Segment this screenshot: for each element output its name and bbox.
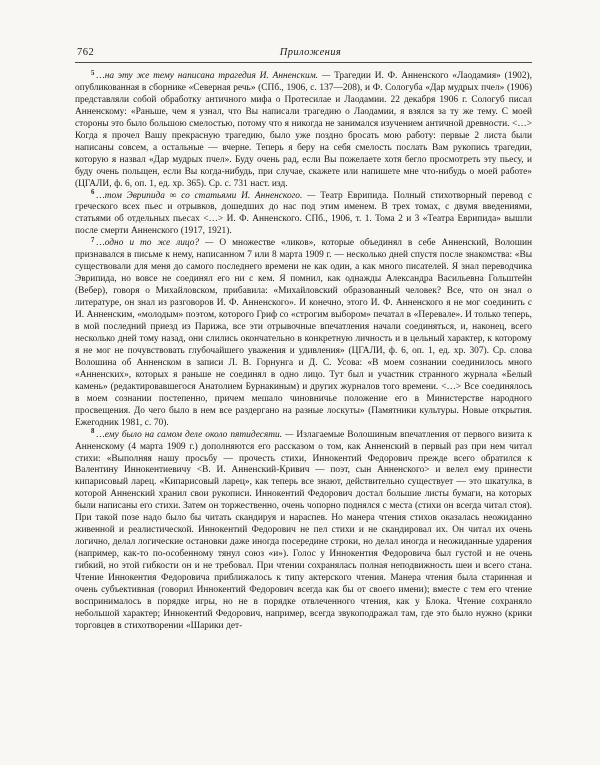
page-number: 762 [77,47,95,58]
footnote-text: О множестве «ликов», которые объединял в себе Анненский, Волошин признавался в письме к нему, написанном 7 или 8 марта 1909 г. — несколько дней спустя после знакомства: «Вы существовали для меня до самого последнего времени не как один, а как много писателей. Я знал переводчика Эврипида, но вовсе не соединял его ни с кем. Я помнил, как однажды Александра Васильевна Гольштейн (Вебер), говоря о Михайловском, прибавила: «Михайловский образованный человек? Все, что он знал о литературе, он знал из разговоров И. Ф. Анненского». И конечно, этого И. Ф. Анненского я не мог соединить с И. Анненским, «молодым» поэтом, которого Гриф со «строгим выбором» печатал в «Перевале». И только теперь, в мой последний приезд из Парижа, все эти отрывочные впечатления начали соединяться, и, наконец, всего несколько дней тому назад, они слились окончательно в конкретную личность и в цельный характер, к которому я не мог не почувствовать глубочайшего уважения и удивления» (ЦГАЛИ, ф. 6, оп. 1, ед. хр. 307). Ср. слова Волошина об Анненском в записи Л. В. Горнунга и Д. С. Усова: «В моем сознании соединилось много «Анненских», которых я раньше не соединял в одно лицо. Тут был и участник странного журнала «Белый камень» (редактировавшегося Анатолием Бурнакиным) и других журналов того времени. <…> Все соединялось в моем сознании постепенно, причем мешало чиновничье положение его в Министерстве народного просвещения. До чего было в нем все раздергано на разные лоскуты» (Памятники культуры. Новые открытия. Ежегодник 1981, с. 70). [75,238,532,428]
header-rule [75,62,532,63]
commentary-notes [75,71,532,633]
footnote-paragraph [75,71,532,191]
footnote-marker: 7 [91,236,95,244]
footnote-paragraph [75,191,532,239]
footnote-marker: 5 [91,69,95,77]
footnote-marker: 6 [91,189,95,197]
footnote-text: Театр Еврипида. Полный стихотворный перевод с греческого всех пьес и отрывков, дошедших до нас под этим именем. В трех томах, с двумя введениями, статьями об отдельных пьесах <…> И. Ф. Анненского. СПб., 1906, т. 1. Тома 2 и 3 «Театра Еврипида» вышли после смерти Анненского (1917, 1921). [75,190,532,237]
running-head [75,46,532,59]
footnote-paragraph [75,238,532,429]
footnote-lemma: …ему было на самом деле около пятидесяти. — [96,429,297,440]
footnote-lemma: …одно и то же лицо? — [96,238,220,249]
page-content [75,46,532,633]
footnote-marker: 8 [91,428,95,436]
footnote-lemma: …на эту же тему написана трагедия И. Анненским. — [96,71,335,81]
footnote-lemma: …том Эврипида ∞ со статьями И. Анненского. — [96,190,321,201]
footnote-paragraph [75,430,532,633]
footnote-text: Трагедии И. Ф. Анненского «Лаодамия» (1902), опубликованная в сборнике «Северная речь» (СПб., 1906, с. 137—208), и Ф. Сологуба «Дар мудрых пчел» (1906) представляли собой обработку античного мифа о Протесилае и Лаодамии. 22 декабря 1906 г. Сологуб писал Анненскому: «Раньше, чем я узнал, что Вы написали трагедию о Лаодамии, я взялся за ту же тему. С моей стороны это было большою смелостью, потому что я никогда не занимался изучением античной древности. <…> Когда я прочел Вашу прекрасную трагедию, было уже поздно бросать мою работу: первые 2 листа были написаны совсем, а остальные — вчерне. Теперь я беру на себя смелость послать Вам рукопись трагедии, которую я назвал «Дар мудрых пчел». Буду очень рад, если Вы пожелаете хотя бегло просмотреть эту пьесу, и буду очень польщен, если Вы когда-нибудь, при случае, скажете или напишете мне что-нибудь о моей работе» (ЦГАЛИ, ф. 6, оп. 1, ед. хр. 365). Ср. с. 731 наст. изд. [75,71,532,189]
footnote-text: Излагаемые Волошиным впечатления от первого визита к Анненскому (4 марта 1909 г.) дополняются его рассказом о том, как Анненский в первый раз при нем читал стихи: «Выполняя нашу просьбу — прочесть стихи, Иннокентий Федорович прежде всего обратился к Валентину Иннокентиевичу <В. И. Анненский-Кривич — поэт, сын Анненского> и велел ему принести кипарисовый ларец. «Кипарисовый ларец», как теперь все знают, действительно существует — это шкатулка, в которой Анненский хранил свои рукописи. Иннокентий Федорович достал большие листы бумаги, на которых были написаны его стихи. Затем он торжественно, очень чопорно поднялся с места (стихи он всегда читал стоя). При такой позе надо было бы читать скандируя и нараспев. Но манера чтения стихов оказалась неожиданно живенной и реалистической. Иннокентий Федорович не пел стихи и не скандировал их. Он читал их очень логично, делал логические остановки даже иногда посередине строки, но делал иногда и неожиданные ударения (например, как-то по-особенному тянул союз «и»). Голос у Иннокентия Федоровича был густой и не очень гибкий, но этой гибкости он и не требовал. При чтении сохранялась полная неподвижность шеи и всего стана. Чтение Иннокентия Федоровича приближалось к типу актерского чтения. Манера чтения была старинная и очень субъективная (говорил Иннокентий Федорович всегда как бы от своего имени); вместе с тем его чтение воспринималось в порядке игры, но не в порядке отвлеченного чтения, как у Блока. Чтение сохраняло небольшой характер; Иннокентий Федорович, например, всегда звукоподражал там, где это было нужно (крики торговцев в стихотворении «Шарики дет- [75,429,532,631]
running-title: Приложения [279,47,342,58]
